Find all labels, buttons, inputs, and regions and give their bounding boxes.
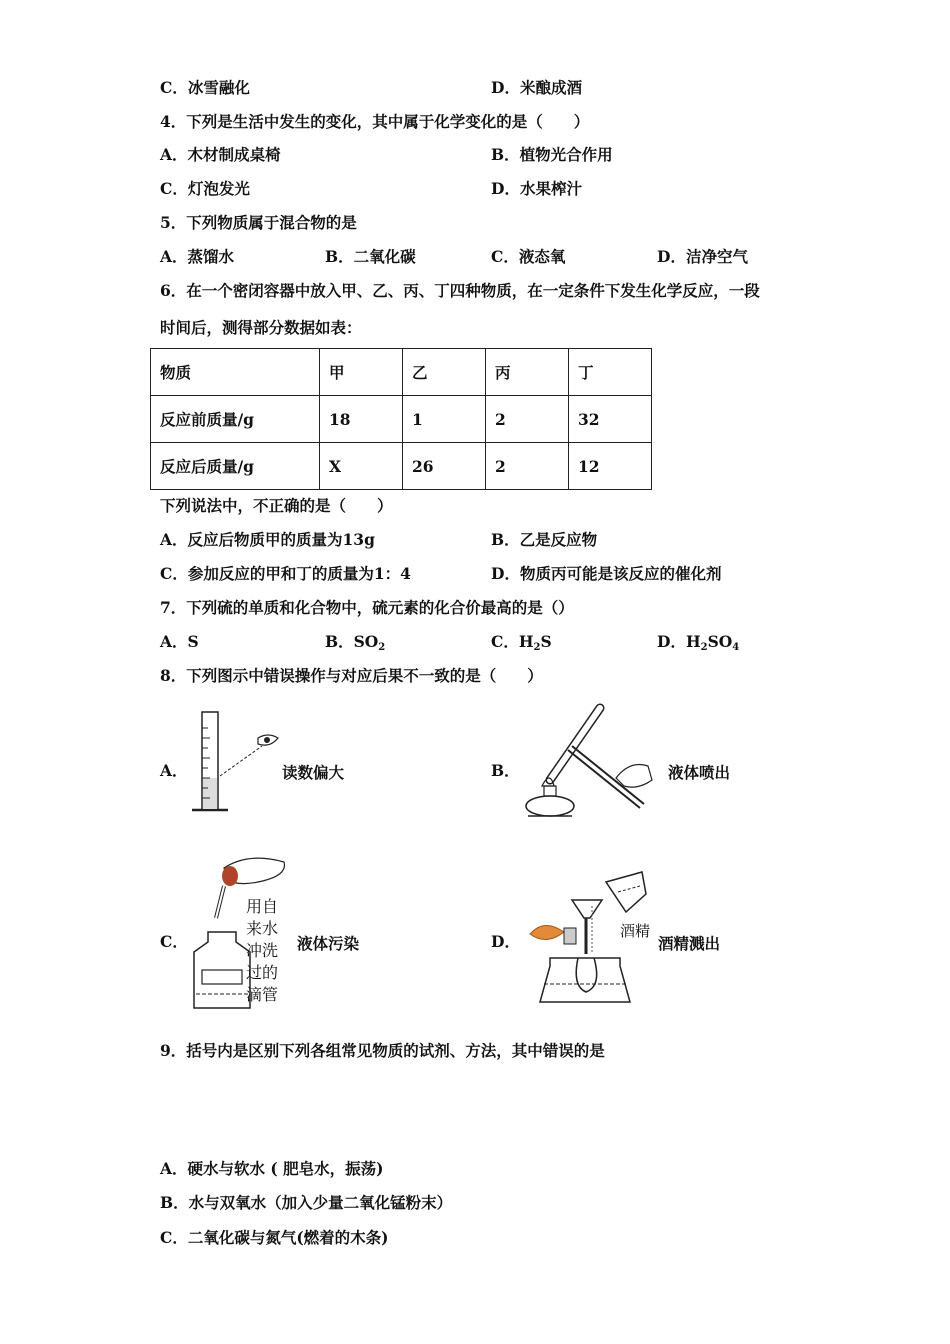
table-cell: 物质 <box>151 349 320 396</box>
q6-option-b: B．乙是反应物 <box>491 530 598 549</box>
formula-subscript: 2 <box>378 642 386 653</box>
q8-option-b-label: B． <box>491 761 520 780</box>
table-row <box>151 443 652 490</box>
table-cell: 1 <box>403 396 486 443</box>
note-line: 来水 <box>246 919 279 938</box>
table-cell: 32 <box>569 396 652 443</box>
q6-option-d: D．物质丙可能是该反应的催化剂 <box>491 564 722 583</box>
q8-option-a-caption: 读数偏大 <box>282 763 345 782</box>
table-cell: 2 <box>486 396 569 443</box>
q4-option-a: A．木材制成桌椅 <box>160 145 281 164</box>
q5-option-d: D．洁净空气 <box>657 247 748 266</box>
q6-question: 下列说法中，不正确的是（ ） <box>160 496 393 515</box>
q9-option-c: C．二氧化碳与氮气(燃着的木条) <box>160 1228 389 1247</box>
q9-option-b: B．水与双氧水（加入少量二氧化锰粉末） <box>160 1193 453 1212</box>
q7-option-b <box>325 632 385 658</box>
q4-option-c: C．灯泡发光 <box>160 179 250 198</box>
formula-subscript: 2 <box>700 642 708 653</box>
q7-option-a: A．S <box>160 632 199 651</box>
table-cell: 2 <box>486 443 569 490</box>
q8-stem: 8．下列图示中错误操作与对应后果不一致的是（ ） <box>160 666 543 685</box>
q4-option-d: D．水果榨汁 <box>491 179 582 198</box>
q5-stem: 5．下列物质属于混合物的是 <box>160 213 357 232</box>
q4-option-b: B．植物光合作用 <box>491 145 613 164</box>
table-cell: 乙 <box>403 349 486 396</box>
q8-option-a-label: A． <box>160 761 188 780</box>
q8-option-d-label: D． <box>491 932 520 951</box>
q8-option-c-caption: 液体污染 <box>297 934 360 953</box>
table-cell: 丙 <box>486 349 569 396</box>
table-cell: X <box>320 443 403 490</box>
formula-text: B．SO <box>325 632 379 651</box>
q8-option-b-caption: 液体喷出 <box>668 763 731 782</box>
formula-subscript: 4 <box>732 642 740 653</box>
formula-text: C．H <box>491 632 534 651</box>
q7-option-c <box>491 632 552 658</box>
q4-stem: 4．下列是生活中发生的变化，其中属于化学变化的是（ ） <box>160 112 590 131</box>
table-header-row <box>151 349 652 396</box>
test-tube-heating-illustration <box>520 700 660 820</box>
q7-stem: 7．下列硫的单质和化合物中，硫元素的化合价最高的是（） <box>160 598 574 617</box>
note-line: 用自 <box>246 897 279 916</box>
q3-option-d: D．米酿成酒 <box>491 78 582 97</box>
table-cell: 26 <box>403 443 486 490</box>
q6-data-table <box>150 348 652 490</box>
graduated-cylinder-illustration <box>188 708 288 818</box>
q5-option-a: A．蒸馏水 <box>160 247 235 266</box>
note-line: 冲洗 <box>246 941 279 960</box>
formula-text: S <box>540 632 552 651</box>
q5-option-b: B．二氧化碳 <box>325 247 416 266</box>
formula-subscript: 2 <box>533 642 541 653</box>
formula-text: SO <box>707 632 733 651</box>
formula-text: D．H <box>657 632 701 651</box>
q6-stem-line1: 6．在一个密闭容器中放入甲、乙、丙、丁四种物质，在一定条件下发生化学反应，一段 <box>160 281 760 300</box>
q5-option-c: C．液态氧 <box>491 247 566 266</box>
table-cell: 12 <box>569 443 652 490</box>
note-line: 过的 <box>246 963 279 982</box>
q8-option-c-label: C． <box>160 932 188 951</box>
q8-option-d-note: 酒精 <box>620 922 651 940</box>
q7-option-d <box>657 632 739 658</box>
dropper-bottle-illustration <box>188 852 298 1012</box>
table-cell: 甲 <box>320 349 403 396</box>
table-cell: 反应前质量/g <box>151 396 320 443</box>
note-line: 滴管 <box>246 985 279 1004</box>
table-row <box>151 396 652 443</box>
q3-option-c: C．冰雪融化 <box>160 78 250 97</box>
q8-option-c-note <box>246 896 278 1006</box>
q6-option-a: A．反应后物质甲的质量为13g <box>160 530 375 549</box>
q9-option-a: A．硬水与软水 ( 肥皂水，振荡) <box>160 1159 384 1178</box>
q6-stem-line2: 时间后，测得部分数据如表： <box>160 318 362 337</box>
table-cell: 反应后质量/g <box>151 443 320 490</box>
table-cell: 丁 <box>569 349 652 396</box>
q6-option-c: C．参加反应的甲和丁的质量为1：4 <box>160 564 411 583</box>
table-cell: 18 <box>320 396 403 443</box>
q9-stem: 9．括号内是区别下列各组常见物质的试剂、方法，其中错误的是 <box>160 1041 605 1060</box>
q8-option-d-caption: 酒精溅出 <box>658 934 721 953</box>
